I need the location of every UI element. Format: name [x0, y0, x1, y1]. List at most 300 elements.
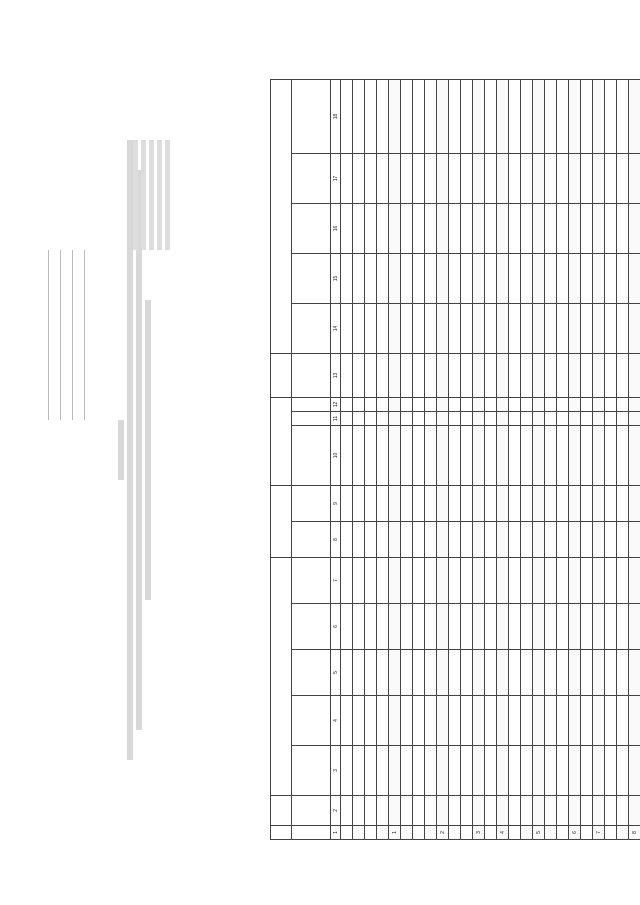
scanned-document-sheet: [20, 60, 638, 860]
table-cell: 7: [593, 826, 605, 840]
table-cell: [521, 253, 533, 303]
table-cell: [569, 796, 581, 826]
table-cell: [485, 557, 497, 603]
table-cell: [581, 353, 593, 397]
table-cell: [509, 397, 521, 411]
table-cell: [629, 557, 640, 603]
table-cell: [593, 303, 605, 353]
table-cell: [389, 557, 401, 603]
table-row: [521, 79, 533, 839]
table-cell: [569, 253, 581, 303]
table-cell: [617, 521, 629, 557]
table-header-cell: [292, 411, 331, 425]
table-cell: [413, 411, 425, 425]
table-cell: [473, 796, 485, 826]
table-cell: [341, 153, 353, 203]
table-cell: [629, 79, 640, 153]
table-cell: [473, 557, 485, 603]
table-cell: [461, 411, 473, 425]
table-cell: [509, 425, 521, 485]
table-cell: [581, 557, 593, 603]
table-cell: [449, 696, 461, 746]
table-cell: [629, 425, 640, 485]
side-note-line: [141, 140, 146, 250]
table-cell: [365, 557, 377, 603]
table-cell: [593, 203, 605, 253]
table-row: [629, 79, 640, 839]
table-cell: [389, 696, 401, 746]
table-cell: [377, 303, 389, 353]
table-cell: [449, 425, 461, 485]
table-cell: [401, 746, 413, 796]
table-cell: [497, 485, 509, 521]
table-cell: [605, 696, 617, 746]
table-header-cell: [292, 796, 331, 826]
table-cell: [485, 79, 497, 153]
table-cell: [341, 397, 353, 411]
table-cell: [485, 203, 497, 253]
table-cell: [557, 650, 569, 696]
table-cell: [449, 521, 461, 557]
table-cell: [365, 746, 377, 796]
table-cell: [389, 521, 401, 557]
table-row: [545, 79, 557, 839]
table-cell: [461, 153, 473, 203]
table-row: [557, 79, 569, 839]
table-cell: [605, 604, 617, 650]
table-cell: [617, 826, 629, 840]
table-cell: [377, 521, 389, 557]
table-cell: [533, 557, 545, 603]
table-cell: [629, 746, 640, 796]
table-cell: [557, 411, 569, 425]
data-table: [270, 79, 640, 840]
table-cell: [545, 353, 557, 397]
table-cell: [593, 604, 605, 650]
column-number-cell: 18: [331, 79, 341, 153]
table-cell: [581, 79, 593, 153]
table-cell: [521, 826, 533, 840]
table-cell: [509, 411, 521, 425]
table-cell: [389, 650, 401, 696]
table-cell: [389, 604, 401, 650]
table-cell: [401, 604, 413, 650]
table-cell: [473, 604, 485, 650]
table-cell: [401, 826, 413, 840]
table-cell: [497, 397, 509, 411]
table-cell: [473, 411, 485, 425]
table-cell: [341, 650, 353, 696]
table-cell: [485, 650, 497, 696]
table-cell: [365, 303, 377, 353]
table-cell: [449, 303, 461, 353]
column-number-cell: 6: [331, 604, 341, 650]
column-number-cell: 7: [331, 557, 341, 603]
table-cell: [377, 425, 389, 485]
table-cell: [401, 203, 413, 253]
table-cell: [569, 485, 581, 521]
table-cell: [593, 650, 605, 696]
table-row: [533, 79, 545, 839]
table-cell: [521, 397, 533, 411]
column-number-cell: 1: [331, 826, 341, 840]
table-cell: 8: [629, 826, 640, 840]
table-cell: [437, 397, 449, 411]
table-cell: 1: [389, 826, 401, 840]
table-cell: [401, 411, 413, 425]
table-cell: [521, 521, 533, 557]
table-cell: [497, 411, 509, 425]
table-cell: [425, 557, 437, 603]
table-cell: [461, 796, 473, 826]
approval-line: [76, 250, 85, 420]
table-cell: [401, 521, 413, 557]
table-cell: [593, 696, 605, 746]
column-number-cell: 2: [331, 796, 341, 826]
table-cell: [413, 746, 425, 796]
table-cell: [341, 353, 353, 397]
table-cell: [377, 485, 389, 521]
table-cell: [557, 604, 569, 650]
table-cell: [377, 746, 389, 796]
table-cell: [389, 353, 401, 397]
table-cell: [533, 604, 545, 650]
table-cell: [617, 485, 629, 521]
table-cell: [569, 650, 581, 696]
table-cell: 6: [569, 826, 581, 840]
table-cell: [353, 203, 365, 253]
table-cell: [497, 253, 509, 303]
table-cell: [509, 521, 521, 557]
table-cell: [461, 253, 473, 303]
column-number-cell: 17: [331, 153, 341, 203]
table-cell: [509, 746, 521, 796]
table-cell: [629, 604, 640, 650]
table-cell: [521, 746, 533, 796]
table-cell: [365, 650, 377, 696]
table-cell: [557, 826, 569, 840]
table-cell: [605, 826, 617, 840]
table-cell: [545, 485, 557, 521]
table-cell: [437, 796, 449, 826]
table-cell: [581, 203, 593, 253]
table-cell: [569, 411, 581, 425]
table-cell: [353, 746, 365, 796]
table-cell: [485, 485, 497, 521]
table-cell: [473, 397, 485, 411]
table-cell: [581, 397, 593, 411]
table-cell: [617, 557, 629, 603]
table-cell: [413, 425, 425, 485]
table-row: [389, 79, 401, 839]
table-cell: [341, 303, 353, 353]
table-row: [485, 79, 497, 839]
table-cell: [449, 253, 461, 303]
table-cell: [425, 826, 437, 840]
table-cell: [425, 746, 437, 796]
table-cell: [557, 796, 569, 826]
table-cell: [617, 79, 629, 153]
table-cell: [497, 153, 509, 203]
table-cell: [557, 397, 569, 411]
table-cell: [413, 485, 425, 521]
table-cell: [497, 521, 509, 557]
table-row: [449, 79, 461, 839]
table-row: [377, 79, 389, 839]
table-row: [593, 79, 605, 839]
side-note-line: [157, 140, 162, 250]
table-cell: [605, 153, 617, 203]
table-cell: [485, 411, 497, 425]
table-cell: [449, 353, 461, 397]
table-cell: [401, 303, 413, 353]
table-cell: [473, 485, 485, 521]
table-cell: [569, 303, 581, 353]
table-cell: [509, 696, 521, 746]
side-note-line: [149, 140, 154, 250]
table-cell: [401, 253, 413, 303]
table-header-cell: [292, 485, 331, 521]
table-cell: [425, 253, 437, 303]
table-header-cell: [292, 253, 331, 303]
table-cell: [569, 746, 581, 796]
table-cell: [581, 746, 593, 796]
table-cell: [449, 79, 461, 153]
table-cell: [593, 397, 605, 411]
table-cell: [557, 303, 569, 353]
table-cell: [437, 485, 449, 521]
table-cell: [389, 153, 401, 203]
table-cell: [569, 521, 581, 557]
table-cell: [521, 411, 533, 425]
table-cell: [533, 203, 545, 253]
table-cell: [425, 397, 437, 411]
table-cell: [605, 485, 617, 521]
table-cell: [521, 303, 533, 353]
table-body: [341, 79, 640, 839]
table-cell: [389, 397, 401, 411]
table-header-cell: [292, 826, 331, 840]
table-cell: [605, 425, 617, 485]
table-cell: [557, 353, 569, 397]
table-row: [425, 79, 437, 839]
table-cell: [533, 303, 545, 353]
table-cell: [425, 604, 437, 650]
table-cell: [461, 521, 473, 557]
table-cell: [437, 425, 449, 485]
table-cell: [413, 650, 425, 696]
table-cell: [389, 796, 401, 826]
table-cell: [617, 303, 629, 353]
table-cell: [401, 425, 413, 485]
column-number-cell: 13: [331, 353, 341, 397]
table-cell: [461, 826, 473, 840]
table-cell: [413, 353, 425, 397]
table-cell: [605, 397, 617, 411]
table-header-cell: [292, 557, 331, 603]
table-cell: [365, 485, 377, 521]
table-cell: [389, 79, 401, 153]
table-cell: [485, 253, 497, 303]
table-cell: [617, 153, 629, 203]
table-cell: [533, 696, 545, 746]
table-cell: [509, 796, 521, 826]
table-row: [353, 79, 365, 839]
table-cell: [449, 826, 461, 840]
table-cell: [365, 253, 377, 303]
table-cell: [593, 796, 605, 826]
table-cell: [365, 696, 377, 746]
table-cell: [365, 796, 377, 826]
table-cell: [617, 746, 629, 796]
table-cell: [473, 153, 485, 203]
table-cell: [497, 425, 509, 485]
table-cell: [557, 696, 569, 746]
table-cell: [581, 253, 593, 303]
table-header-cell: [271, 796, 292, 826]
table-cell: [413, 557, 425, 603]
table-cell: [485, 353, 497, 397]
column-number-cell: 4: [331, 696, 341, 746]
table-cell: [557, 425, 569, 485]
table-cell: [509, 557, 521, 603]
table-cell: [461, 397, 473, 411]
table-header-cell: [292, 521, 331, 557]
table-cell: [581, 826, 593, 840]
table-cell: [617, 696, 629, 746]
table-cell: [533, 650, 545, 696]
table-cell: [389, 203, 401, 253]
table-row: [365, 79, 377, 839]
table-cell: [581, 485, 593, 521]
table-cell: [521, 650, 533, 696]
table-cell: [569, 425, 581, 485]
table-cell: [509, 303, 521, 353]
table-cell: [341, 826, 353, 840]
table-cell: [545, 411, 557, 425]
table-cell: [473, 650, 485, 696]
table-cell: [485, 153, 497, 203]
table-cell: [557, 253, 569, 303]
table-cell: [629, 485, 640, 521]
table-cell: [521, 696, 533, 746]
table-cell: [629, 397, 640, 411]
table-cell: [521, 604, 533, 650]
table-header-row: [271, 79, 292, 839]
table-cell: [437, 253, 449, 303]
table-row: [401, 79, 413, 839]
table-cell: [425, 79, 437, 153]
table-cell: [521, 79, 533, 153]
table-cell: [425, 303, 437, 353]
table-cell: [605, 303, 617, 353]
table-cell: [581, 153, 593, 203]
table-cell: [449, 397, 461, 411]
table-cell: [617, 203, 629, 253]
table-cell: [389, 425, 401, 485]
table-cell: [353, 650, 365, 696]
table-cell: [605, 411, 617, 425]
table-cell: [389, 303, 401, 353]
table-cell: [413, 303, 425, 353]
table-cell: [449, 485, 461, 521]
table-cell: [353, 153, 365, 203]
column-number-cell: 11: [331, 411, 341, 425]
table-cell: [581, 796, 593, 826]
table-cell: [473, 79, 485, 153]
table-cell: [377, 253, 389, 303]
table-cell: [497, 79, 509, 153]
table-cell: [581, 696, 593, 746]
table-cell: [509, 485, 521, 521]
table-cell: [569, 353, 581, 397]
table-cell: [545, 425, 557, 485]
table-cell: [353, 253, 365, 303]
table-cell: [389, 485, 401, 521]
table-cell: [425, 353, 437, 397]
approval-line: [64, 250, 73, 420]
table-row: [437, 79, 449, 839]
table-cell: [341, 79, 353, 153]
table-cell: [533, 411, 545, 425]
table-cell: [545, 696, 557, 746]
table-cell: [593, 353, 605, 397]
table-cell: [545, 796, 557, 826]
title-line: [136, 170, 142, 730]
table-cell: [461, 425, 473, 485]
table-cell: [569, 153, 581, 203]
table-cell: [461, 203, 473, 253]
table-cell: [413, 397, 425, 411]
column-number-cell: 12: [331, 397, 341, 411]
table-cell: [533, 746, 545, 796]
table-cell: [629, 353, 640, 397]
table-cell: [605, 253, 617, 303]
table-cell: [425, 485, 437, 521]
table-cell: [377, 153, 389, 203]
table-cell: [497, 650, 509, 696]
table-cell: [473, 253, 485, 303]
table-cell: [617, 253, 629, 303]
table-cell: [461, 79, 473, 153]
table-cell: [521, 485, 533, 521]
table-cell: [353, 604, 365, 650]
table-cell: [413, 604, 425, 650]
table-header-cell: [292, 746, 331, 796]
table-cell: [401, 650, 413, 696]
table-cell: [593, 557, 605, 603]
table-cell: [509, 203, 521, 253]
table-cell: [497, 203, 509, 253]
table-cell: [413, 253, 425, 303]
table-cell: [437, 650, 449, 696]
table-cell: [365, 353, 377, 397]
table-cell: [341, 746, 353, 796]
table-cell: [341, 203, 353, 253]
table-cell: [461, 557, 473, 603]
table-header-cell: [292, 650, 331, 696]
table-cell: [629, 696, 640, 746]
table-cell: [473, 425, 485, 485]
table-cell: [557, 79, 569, 153]
table-cell: [353, 397, 365, 411]
table-header-cell: [292, 696, 331, 746]
table-cell: [341, 253, 353, 303]
table-cell: [569, 557, 581, 603]
side-note-block: [130, 140, 173, 250]
table-cell: [425, 425, 437, 485]
table-cell: [485, 425, 497, 485]
